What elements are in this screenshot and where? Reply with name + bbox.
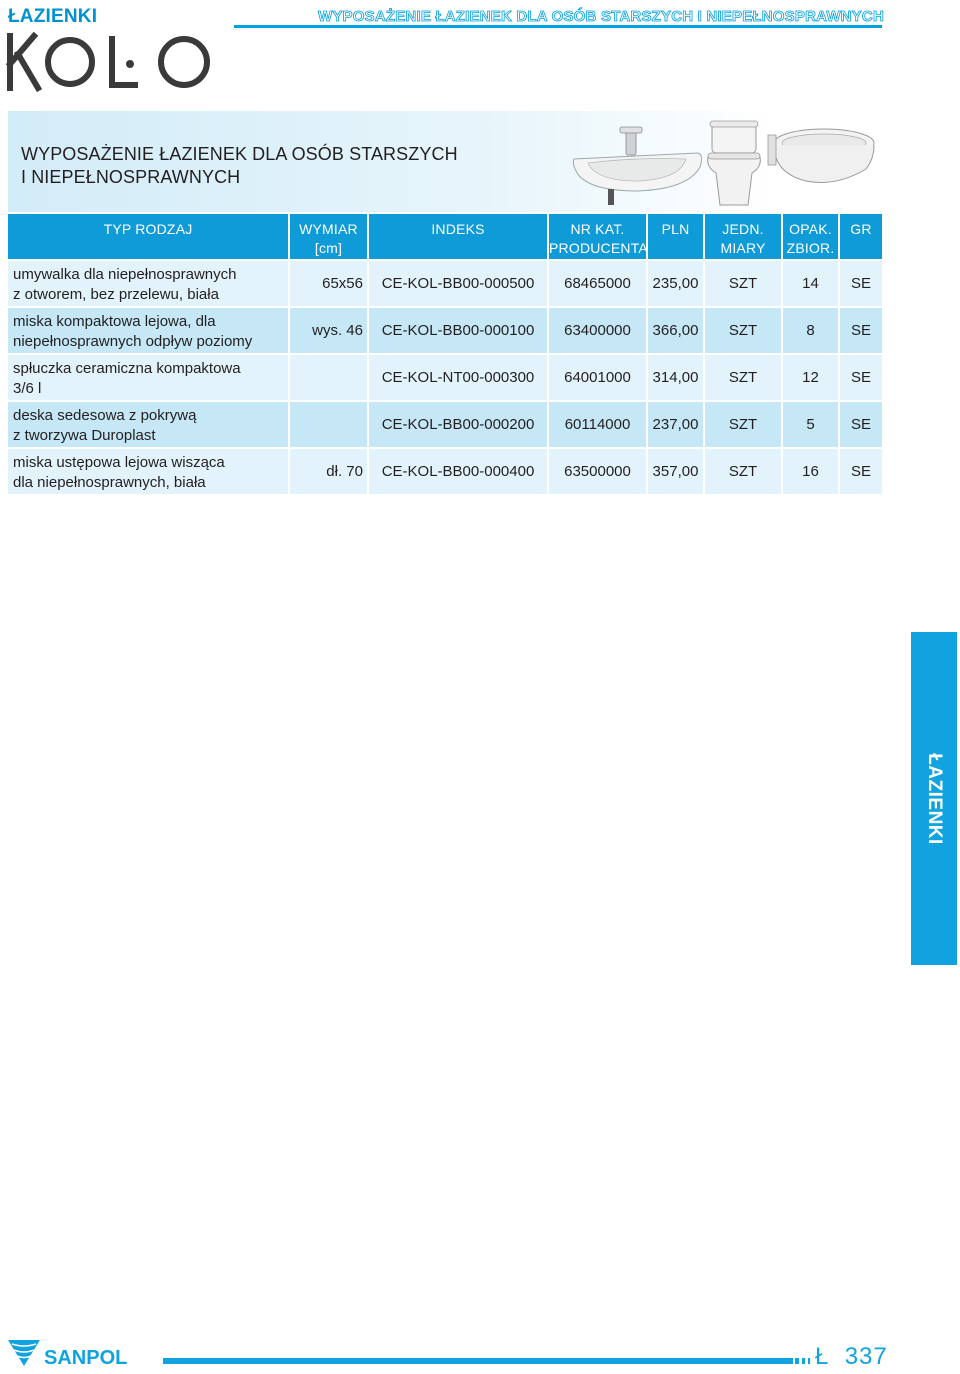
col-jedn-miary: JEDN. MIARY [705, 214, 781, 259]
wall-hung-toilet-image [766, 121, 876, 191]
cell-indeks: CE-KOL-NT00-000300 [369, 355, 547, 400]
cell-opak: 8 [783, 308, 838, 353]
table-row [8, 447, 882, 494]
cell-gr: SE [840, 449, 882, 494]
cell-opak: 14 [783, 261, 838, 306]
cell-gr: SE [840, 308, 882, 353]
side-tab [911, 632, 957, 965]
table-row [8, 353, 882, 400]
table-row [8, 259, 882, 306]
cell-description: miska ustępowa lejowa wisząca dla niepełnosprawnych, biała [8, 449, 288, 494]
cell-jedn: SZT [705, 308, 781, 353]
cell-nr-kat: 60114000 [549, 402, 646, 447]
cell-nr-kat: 63400000 [549, 308, 646, 353]
sanpol-brand-logo [6, 1336, 151, 1372]
cell-pln: 235,00 [648, 261, 703, 306]
footer-bar [163, 1358, 793, 1364]
cell-opak: 16 [783, 449, 838, 494]
cell-wymiar: dł. 70 [290, 449, 367, 494]
cell-wymiar [290, 402, 367, 447]
cell-pln: 357,00 [648, 449, 703, 494]
cell-pln: 314,00 [648, 355, 703, 400]
cell-indeks: CE-KOL-BB00-000500 [369, 261, 547, 306]
cell-wymiar [290, 355, 367, 400]
col-pln: PLN [648, 214, 703, 259]
cell-jedn: SZT [705, 261, 781, 306]
sanpol-wordmark: SANPOL [44, 1347, 128, 1369]
kolo-brand-logo [6, 30, 216, 92]
col-nr-kat: NR KAT. PRODUCENTA [549, 214, 646, 259]
cell-nr-kat: 64001000 [549, 355, 646, 400]
cell-jedn: SZT [705, 402, 781, 447]
cell-description: umywalka dla niepełnosprawnych z otworem, bez przelewu, biała [8, 261, 288, 306]
cell-gr: SE [840, 261, 882, 306]
section-title: WYPOSAŻENIE ŁAZIENEK DLA OSÓB STARSZYCH I NIEPEŁNOSPRAWNYCH [21, 144, 458, 187]
cell-indeks: CE-KOL-BB00-000400 [369, 449, 547, 494]
cell-wymiar: 65x56 [290, 261, 367, 306]
cell-gr: SE [840, 355, 882, 400]
washbasin-image [568, 119, 706, 209]
cell-description: deska sedesowa z pokrywą z tworzywa Duroplast [8, 402, 288, 447]
category-label: ŁAZIENKI [8, 6, 98, 27]
col-indeks: INDEKS [369, 214, 547, 259]
cell-indeks: CE-KOL-BB00-000200 [369, 402, 547, 447]
header-title: WYPOSAŻENIE ŁAZIENEK DLA OSÓB STARSZYCH I NIEPEŁNOSPRAWNYCH [234, 8, 884, 25]
cell-description: spłuczka ceramiczna kompaktowa 3/6 l [8, 355, 288, 400]
col-gr: GR [840, 214, 882, 259]
footer-bar-dots [795, 1358, 813, 1364]
col-typ-rodzaj: TYP RODZAJ [8, 214, 288, 259]
product-table [8, 214, 882, 494]
cell-nr-kat: 63500000 [549, 449, 646, 494]
side-tab-label: ŁAZIENKI [924, 752, 945, 845]
cell-opak: 5 [783, 402, 838, 447]
table-row [8, 400, 882, 447]
col-opak-zbior: OPAK. ZBIOR. [783, 214, 838, 259]
col-wymiar: WYMIAR [cm] [290, 214, 367, 259]
cell-gr: SE [840, 402, 882, 447]
compact-toilet-image [702, 119, 766, 211]
cell-jedn: SZT [705, 355, 781, 400]
cell-description: miska kompaktowa lejowa, dla niepełnosprawnych odpływ poziomy [8, 308, 288, 353]
cell-indeks: CE-KOL-BB00-000100 [369, 308, 547, 353]
section-banner [8, 111, 882, 212]
cell-jedn: SZT [705, 449, 781, 494]
table-row [8, 306, 882, 353]
cell-pln: 237,00 [648, 402, 703, 447]
table-header [8, 214, 882, 259]
cell-pln: 366,00 [648, 308, 703, 353]
header-rule [234, 25, 882, 28]
page-number: Ł 337 [815, 1343, 888, 1370]
cell-wymiar: wys. 46 [290, 308, 367, 353]
cell-nr-kat: 68465000 [549, 261, 646, 306]
cell-opak: 12 [783, 355, 838, 400]
